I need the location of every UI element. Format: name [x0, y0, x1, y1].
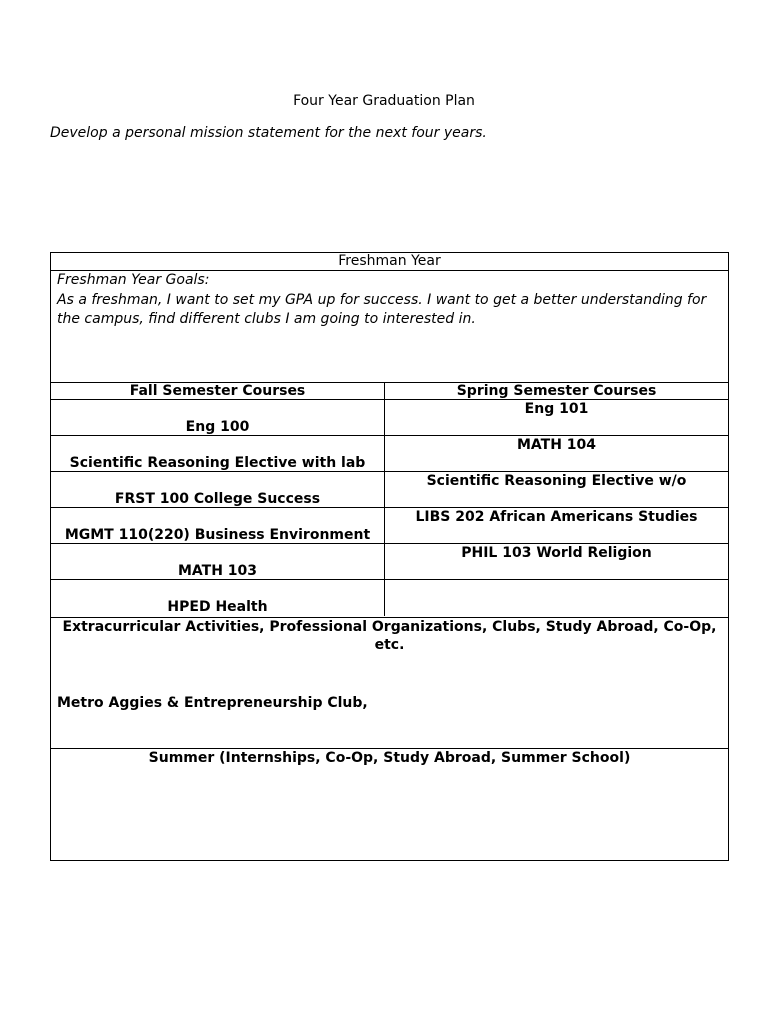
spring-course: Eng 101 [524, 401, 589, 417]
course-row [51, 471, 728, 508]
freshman-goals-row [51, 270, 728, 383]
freshman-plan-table [50, 252, 729, 861]
spring-course-cell [384, 436, 728, 472]
fall-course-cell [51, 580, 384, 616]
freshman-goals-cell [51, 271, 728, 330]
fall-course: HPED Health [167, 599, 268, 615]
fall-course-cell [51, 472, 384, 508]
summer-heading: Summer (Internships, Co-Op, Study Abroad, Summer School) [148, 750, 631, 766]
mission-prompt: Develop a personal mission statement for the next four years. [50, 125, 487, 141]
extracurricular-row [51, 617, 728, 749]
spring-course-cell [384, 472, 728, 508]
fall-course: Eng 100 [185, 419, 250, 435]
course-row [51, 543, 728, 580]
fall-course: FRST 100 College Success [114, 491, 321, 507]
fall-course-cell [51, 400, 384, 436]
semester-header-row [51, 382, 728, 400]
spring-course-cell [384, 508, 728, 544]
extracurricular-text: Metro Aggies & Entrepreneurship Club, [57, 695, 368, 711]
fall-course: MATH 103 [177, 563, 258, 579]
spring-course: PHIL 103 World Religion [461, 545, 652, 561]
spring-semester-header: Spring Semester Courses [384, 383, 728, 400]
spring-course: Scientific Reasoning Elective w/o [426, 473, 687, 489]
fall-course-cell [51, 508, 384, 544]
extracurricular-heading: Extracurricular Activities, Professional Organizations, Clubs, Study Abroad, Co-Op, etc. [62, 619, 717, 653]
spring-course-cell [384, 580, 728, 616]
freshman-goals-label: Freshman Year Goals: [57, 272, 210, 288]
spring-course-cell [384, 544, 728, 580]
spring-course: LIBS 202 African Americans Studies [415, 509, 698, 525]
fall-course: MGMT 110(220) Business Environment [64, 527, 371, 543]
summer-row [51, 748, 728, 860]
fall-course: Scientific Reasoning Elective with lab [69, 455, 366, 471]
spring-course: MATH 104 [516, 437, 597, 453]
freshman-year-heading: Freshman Year [338, 253, 441, 269]
course-row [51, 399, 728, 436]
course-row [51, 435, 728, 472]
course-row [51, 579, 728, 616]
spring-course-cell [384, 400, 728, 436]
document-title: Four Year Graduation Plan [293, 93, 475, 109]
course-row [51, 507, 728, 544]
fall-course-cell [51, 544, 384, 580]
freshman-year-heading-row [51, 253, 728, 271]
fall-course-cell [51, 436, 384, 472]
freshman-goals-text: As a freshman, I want to set my GPA up for success. I want to get a better understanding for the campus, find different clubs I am going to interested in. [57, 291, 707, 327]
fall-semester-header: Fall Semester Courses [129, 383, 306, 399]
